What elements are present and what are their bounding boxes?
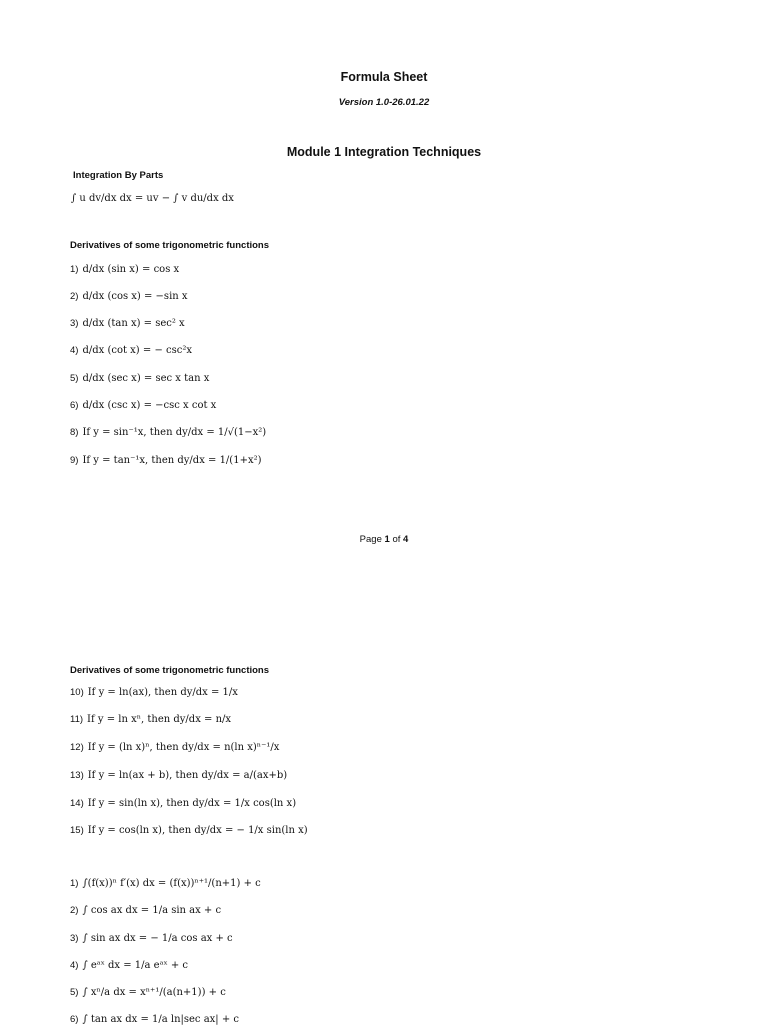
formula-expression: d/dx (tan x) = sec² x	[82, 318, 185, 329]
formula-number: 2)	[70, 291, 79, 302]
formula-item	[70, 770, 287, 781]
formula-number: 12)	[70, 742, 84, 753]
formula-number: 10)	[70, 687, 84, 698]
formula-number: 5)	[70, 373, 79, 384]
formula-expression: d/dx (csc x) = −csc x cot x	[82, 400, 217, 411]
formula-number: 13)	[70, 770, 84, 781]
formula-item	[70, 960, 188, 971]
formula-number: 4)	[70, 345, 79, 356]
section-heading-trig-derivatives: Derivatives of some trigonometric functions	[70, 240, 270, 251]
formula-expression: If y = ln(ax), then dy/dx = 1/x	[87, 687, 238, 698]
formula-expression: d/dx (cos x) = −sin x	[82, 291, 188, 302]
formula-item	[70, 687, 238, 698]
section-heading-trig-derivatives: Derivatives of some trigonometric functions	[70, 665, 270, 676]
formula-item	[70, 400, 216, 411]
formula-number: 8)	[70, 427, 79, 438]
formula-number: 4)	[70, 960, 79, 971]
module-title: Module 1 Integration Techniques	[286, 145, 482, 159]
formula-item	[70, 264, 179, 275]
formula-number: 6)	[70, 400, 79, 411]
formula-expression: ∫ xⁿ/a dx = xⁿ⁺¹/(a(n+1)) + c	[82, 987, 226, 998]
formula-item	[70, 427, 266, 438]
formula-item	[70, 987, 226, 998]
formula-number: 1)	[70, 878, 79, 889]
formula-number: 1)	[70, 264, 79, 275]
formula-expression: If y = sin(ln x), then dy/dx = 1/x cos(ln x)	[87, 798, 297, 809]
formula-item	[70, 905, 221, 916]
formula-item	[70, 373, 209, 384]
page-label: Page	[359, 534, 382, 545]
version-label: Version 1.0-26.01.22	[338, 97, 430, 108]
formula-expression: If y = ln xⁿ, then dy/dx = n/x	[87, 714, 232, 725]
formula-item	[70, 318, 185, 329]
formula-item	[70, 798, 296, 809]
formula-expression: ∫ sin ax dx = − 1/a cos ax + c	[82, 933, 233, 944]
formula-number: 3)	[70, 933, 79, 944]
formula-item	[70, 455, 262, 466]
formula-expression: If y = ln(ax + b), then dy/dx = a/(ax+b)	[87, 770, 288, 781]
page-current: 1	[384, 534, 390, 545]
formula-expression: If y = tan⁻¹x, then dy/dx = 1/(1+x²)	[82, 455, 262, 466]
formula-item	[70, 825, 308, 836]
formula-expression: ∫ cos ax dx = 1/a sin ax + c	[82, 905, 222, 916]
formula-item	[70, 291, 188, 302]
formula-item	[70, 933, 233, 944]
page-number	[0, 534, 768, 545]
page-total: 4	[403, 534, 409, 545]
formula-item	[70, 742, 279, 753]
formula-item	[70, 1014, 239, 1025]
formula-number: 15)	[70, 825, 84, 836]
section-heading-integration-by-parts: Integration By Parts	[73, 170, 164, 181]
formula-expression: ∫(f(x))ⁿ f′(x) dx = (f(x))ⁿ⁺¹/(n+1) + c	[82, 878, 261, 889]
formula-expression: ∫ tan ax dx = 1/a ln|sec ax| + c	[82, 1014, 240, 1025]
document-title: Formula Sheet	[340, 70, 428, 84]
formula-expression: ∫ eᵃˣ dx = 1/a eᵃˣ + c	[82, 960, 189, 971]
page-of: of	[392, 534, 401, 545]
formula-number: 3)	[70, 318, 79, 329]
formula-number: 14)	[70, 798, 84, 809]
formula-expression: d/dx (cot x) = − csc²x	[82, 345, 192, 356]
formula-number: 2)	[70, 905, 79, 916]
formula-expression: If y = sin⁻¹x, then dy/dx = 1/√(1−x²)	[82, 427, 267, 438]
formula-number: 11)	[70, 714, 84, 725]
formula-item	[70, 714, 231, 725]
formula-number: 9)	[70, 455, 79, 466]
formula-expression: d/dx (sec x) = sec x tan x	[82, 373, 210, 384]
formula-number: 5)	[70, 987, 79, 998]
formula-number: 6)	[70, 1014, 79, 1025]
formula-item	[70, 878, 261, 889]
formula-item	[70, 345, 192, 356]
formula-expression: If y = cos(ln x), then dy/dx = − 1/x sin(ln x)	[87, 825, 308, 836]
formula-expression: d/dx (sin x) = cos x	[82, 264, 180, 275]
integration-by-parts-formula: ∫ u dv/dx dx = uv − ∫ v du/dx dx	[71, 193, 234, 204]
formula-expression: If y = (ln x)ⁿ, then dy/dx = n(ln x)ⁿ⁻¹/x	[87, 742, 280, 753]
